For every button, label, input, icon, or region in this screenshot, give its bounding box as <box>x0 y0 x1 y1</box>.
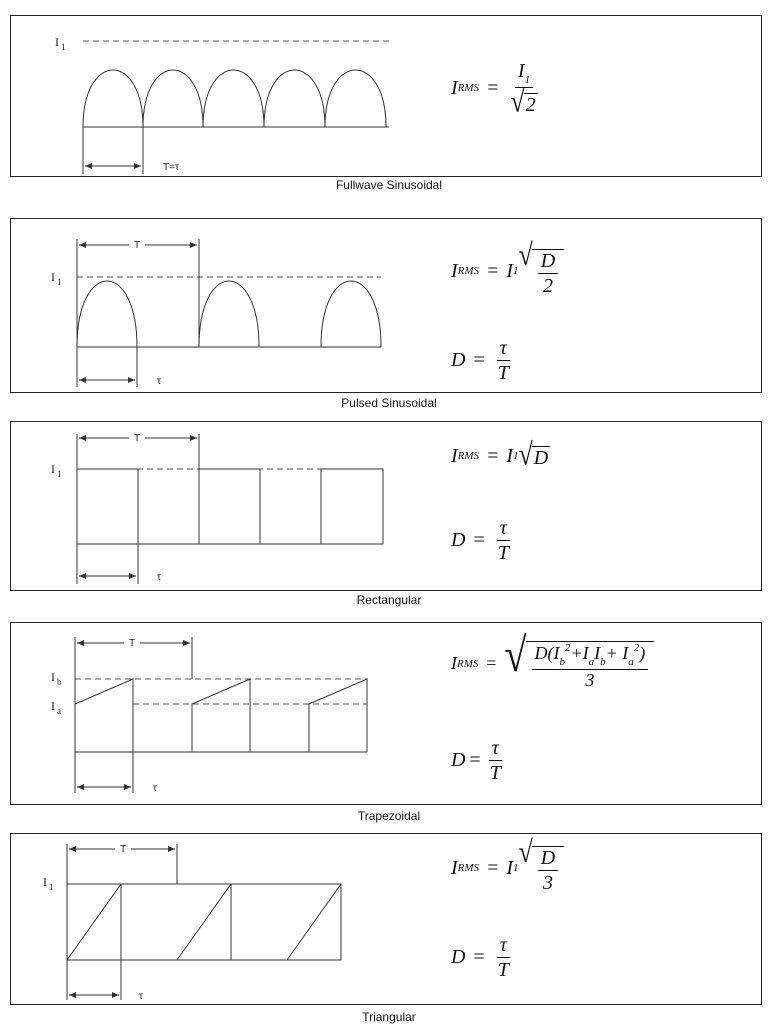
rectangular-caption: Rectangular <box>356 593 422 607</box>
fullwave-formula: I RMS = $I_1$ √ 2 <box>451 60 536 119</box>
svg-text:T: T <box>129 638 136 649</box>
svg-text:b: b <box>57 677 62 687</box>
svg-text:T: T <box>134 433 141 444</box>
svg-text:τ: τ <box>157 572 161 583</box>
triangular-caption: Triangular <box>362 1010 416 1024</box>
trapezoidal-duty: D = $\frac{\tau}{T}$ <box>451 737 501 784</box>
rectangular-waveform <box>11 422 763 592</box>
panel-rectangular <box>10 421 762 591</box>
svg-text:T: T <box>120 844 127 855</box>
svg-text:I: I <box>51 270 55 284</box>
svg-text:1: 1 <box>57 469 62 479</box>
svg-text:1: 1 <box>49 882 54 892</box>
svg-text:1: 1 <box>61 42 66 52</box>
svg-text:I: I <box>51 670 55 684</box>
triangular-waveform <box>11 834 763 1006</box>
panel-pulsed <box>10 218 762 393</box>
svg-text:τ: τ <box>153 783 157 794</box>
svg-text:I: I <box>51 462 55 476</box>
pulsed-caption: Pulsed Sinusoidal <box>341 396 437 410</box>
fullwave-caption: Fullwave Sinusoidal <box>335 178 443 192</box>
fullwave-period-label: T=τ <box>163 162 179 173</box>
fullwave-arch-1 <box>83 70 143 127</box>
panel-trapezoidal <box>10 622 762 805</box>
fullwave-arch-2 <box>143 70 203 127</box>
triangular-formula: I RMS = I 1 √ $\frac{D}{3}$ <box>451 842 564 894</box>
triangular-duty: D = $\frac{\tau}{T}$ <box>451 934 509 981</box>
panel-fullwave <box>10 15 762 177</box>
trapezoidal-formula: I RMS = √ $\frac{D(I_b^2+I_aI_b+ I_a^2)}{3}$ <box>451 637 654 691</box>
rectangular-formula: I RMS = I 1 √ D <box>451 436 549 472</box>
pulsed-duty: D = $\frac{\tau}{T}$ <box>451 337 509 384</box>
fullwave-level-label: I <box>55 35 59 49</box>
pulsed-waveform <box>11 219 763 394</box>
trapezoidal-caption: Trapezoidal <box>357 809 421 823</box>
svg-text:τ: τ <box>139 991 143 1002</box>
panel-triangular <box>10 833 762 1005</box>
svg-text:I: I <box>43 875 47 889</box>
svg-text:a: a <box>57 706 61 716</box>
svg-text:T: T <box>134 240 141 251</box>
svg-text:τ: τ <box>157 376 161 387</box>
fullwave-waveform <box>11 16 763 178</box>
fullwave-arch-4 <box>264 70 325 127</box>
pulsed-formula: I RMS = I 1 √ $\frac{D}{2}$ <box>451 245 564 297</box>
fullwave-arch-3 <box>203 70 264 127</box>
svg-text:1: 1 <box>57 277 62 287</box>
rectangular-duty: D = $\frac{\tau}{T}$ <box>451 517 509 564</box>
svg-text:I: I <box>51 699 55 713</box>
fullwave-arch-5 <box>325 70 386 127</box>
